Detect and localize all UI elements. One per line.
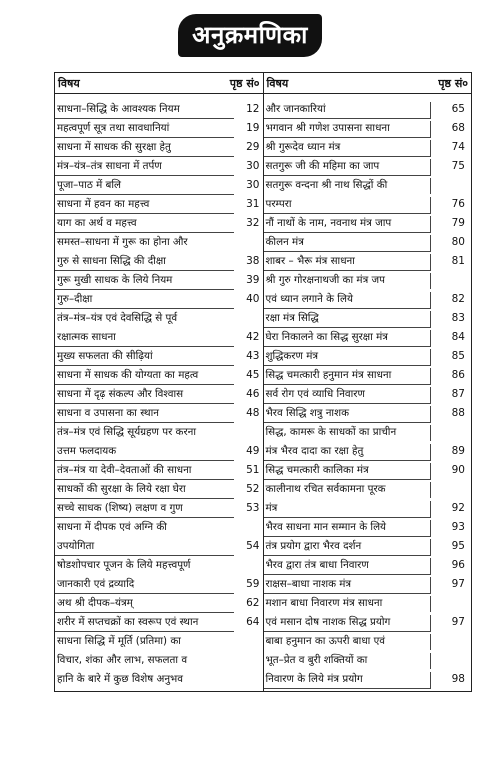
toc-entry-title: भैरव द्वारा तंत्र बाधा निवारण [264,558,432,575]
toc-entry-title: साधना में दृढ़ संकल्प और विश्वास [55,387,234,404]
toc-entry [264,311,472,330]
toc-entry-title: बाबा हनुमान का ऊपरी बाधा एवं [264,634,432,650]
toc-entry [264,634,472,653]
toc-entry-title: साधना–सिद्धि के आवश्यक नियम [55,102,234,119]
toc-entry-title: रक्षात्मक साधना [55,330,234,347]
toc-entry-title: अथ श्री दीपक–यंत्रम् [55,596,234,613]
toc-entry-page: 68 [451,122,465,134]
title-wrap [0,14,500,57]
toc-entry [264,539,472,558]
toc-entry-title: सर्व रोग एवं व्याधि निवारण [264,387,432,404]
toc-entry [264,368,472,387]
toc-entry [264,292,472,311]
toc-entry-title: मंत्र [264,501,432,518]
toc-entry-title: सच्चे साधक (शिष्य) लक्षण व गुण [55,501,234,518]
toc-entry-page: 40 [246,293,260,305]
toc-entry-title: साधकों की सुरक्षा के लिये रक्षा घेरा [55,482,234,499]
toc-entry [264,235,472,254]
toc-entry-page: 46 [246,388,260,400]
toc-entry [264,501,472,520]
toc-entry [55,596,263,615]
toc-entry [264,121,472,140]
toc-entry [55,368,263,387]
subject-header: विषय [266,76,289,90]
toc-entry-page: 74 [451,141,465,153]
toc-left-column [55,73,264,691]
toc-entry-title: श्री गुरु गोरक्षनाथजी का मंत्र जप [264,273,432,289]
toc-right-header [264,73,472,94]
toc-entry-title: शुद्धिकरण मंत्र [264,349,432,366]
toc-entry-page: 65 [451,103,465,115]
toc-entry-title: भैरव सिद्धि शत्रु नाशक [264,406,432,423]
toc-entry [264,216,472,235]
toc-entry [55,463,263,482]
toc-entry [264,672,472,691]
toc-entry [55,577,263,596]
toc-entry-page: 31 [246,198,260,210]
toc-entry-page: 12 [246,103,260,115]
toc-entry [264,159,472,178]
toc-entry [264,577,472,596]
toc-entry-title: साधना सिद्धि में मूर्ति (प्रतिमा) का [57,635,181,647]
toc-entry-title: सतगुरू जी की महिमा का जाप [264,159,432,176]
toc-entry-page: 43 [246,350,260,362]
toc-entry-page: 92 [451,502,465,514]
toc-entry-page: 79 [451,217,465,229]
toc-entry-title: मंत्र–यंत्र–तंत्र साधना में तर्पण [55,159,234,176]
toc-entry-title: मुख्य सफलता की सीढ़ियां [55,349,234,366]
toc-entry-page: 30 [246,160,260,172]
toc-entry [55,292,263,311]
toc-entry-title: महत्वपूर्ण सूत्र तथा सावधानियां [55,121,234,138]
toc-entry-title: निवारण के लिये मंत्र प्रयोग [264,672,432,689]
toc-entry [55,349,263,368]
toc-entry-title: परम्परा [264,197,432,214]
toc-entry-title: गुरु से साधना सिद्धि की दीक्षा [55,254,234,271]
toc-entry [55,653,263,672]
toc-entry [55,330,263,349]
toc-entry [264,615,472,634]
toc-entry [55,140,263,159]
toc-entry-page: 49 [246,445,260,457]
toc-entry-title: षोडशोपचार पूजन के लिये महत्त्वपूर्ण [57,559,191,571]
page-header: पृष्ठ सं० [229,76,260,90]
toc-entry [55,482,263,501]
toc-entry-title: एवं मसान दोष नाशक सिद्ध प्रयोग [264,615,432,632]
toc-entry [55,444,263,463]
toc-entry [264,273,472,292]
toc-entry-page: 81 [451,255,465,267]
toc-entry-title: रक्षा मंत्र सिद्धि [264,311,432,328]
toc-entry-page: 87 [451,388,465,400]
toc-entry-title: उत्तम फलदायक [55,444,234,461]
toc-entry-page: 95 [451,540,465,552]
toc-entry-page: 83 [451,312,465,324]
toc-entry-title: और जानकारियां [264,102,432,119]
toc-entry-title: शाबर – भैरू मंत्र साधना [264,254,432,271]
toc-entry-title: नौं नाथों के नाम, नवनाथ मंत्र जाप [264,216,432,233]
toc-entry-title: गुरु–दीक्षा [55,292,234,309]
toc-entry-title: भूत–प्रेत व बुरी शक्तियों का [264,653,432,669]
toc-entry [55,216,263,235]
toc-entry-title: तंत्र–मंत्र या देवी–देवताओं की साधना [55,463,234,480]
toc-entry [55,501,263,520]
toc-left-rows [55,94,263,691]
toc-entry-title: भगवान श्री गणेश उपासना साधना [264,121,432,138]
toc-entry [264,444,472,463]
toc-entry [264,349,472,368]
toc-entry-title: कीलन मंत्र [264,235,432,252]
toc-entry-title: गुरू मुखी साधक के लिये नियम [55,273,234,290]
toc-table [54,72,472,692]
toc-entry [264,558,472,577]
toc-right-column [264,73,472,691]
page-title: अनुक्रमणिका [178,14,322,57]
toc-entry-title: शरीर में सप्तचक्रों का स्वरूप एवं स्थान [55,615,234,632]
toc-entry-page: 82 [451,293,465,305]
toc-entry [55,273,263,292]
toc-entry-page: 32 [246,217,260,229]
toc-entry-page: 96 [451,559,465,571]
toc-entry [55,159,263,178]
toc-entry [264,197,472,216]
toc-entry-page: 48 [246,407,260,419]
toc-entry-page: 97 [451,578,465,590]
toc-entry [55,387,263,406]
toc-entry-page: 64 [246,616,260,628]
toc-entry-page: 30 [246,179,260,191]
toc-entry-page: 54 [246,540,260,552]
toc-entry-title: याग का अर्थ व महत्त्व [55,216,234,233]
toc-entry-page: 86 [451,369,465,381]
toc-entry [264,653,472,672]
toc-entry-title: साधना व उपासना का स्थान [55,406,234,423]
toc-entry [264,330,472,349]
toc-entry-page: 90 [451,464,465,476]
page-header: पृष्ठ सं० [438,76,468,90]
toc-entry-page: 62 [246,597,260,609]
toc-entry-page: 84 [451,331,465,343]
toc-entry [264,102,472,121]
toc-entry-title: तंत्र–मंत्र–यंत्र एवं देवसिद्धि से पूर्व [57,312,178,324]
toc-entry-title: सतगुरू वन्दना श्री नाथ सिद्धों की [264,178,432,194]
toc-entry-title: मंत्र भैरव दादा का रक्षा हेतु [264,444,432,461]
toc-entry [264,596,472,615]
toc-entry [264,387,472,406]
toc-entry-title: कालीनाथ रचित सर्वकामना पूरक [264,482,432,498]
toc-right-rows [264,94,472,691]
toc-entry [55,672,263,691]
toc-entry [55,558,263,577]
toc-entry [55,178,263,197]
toc-entry [55,235,263,254]
toc-entry [264,178,472,197]
toc-entry-title: विचार, शंका और लाभ, सफलता व [57,654,188,666]
toc-entry-page: 80 [451,236,465,248]
toc-entry [55,102,263,121]
toc-entry [264,463,472,482]
toc-entry-page: 39 [246,274,260,286]
toc-entry-page: 85 [451,350,465,362]
toc-entry [55,254,263,273]
toc-entry [55,520,263,539]
toc-entry-page: 19 [246,122,260,134]
toc-entry-page: 53 [246,502,260,514]
toc-entry [55,425,263,444]
toc-entry-title: साधना में साधक की योग्यता का महत्व [55,368,234,385]
toc-entry-title: हानि के बारे में कुछ विशेष अनुभव [57,673,183,685]
toc-entry-page: 76 [451,198,465,210]
toc-entry [264,520,472,539]
toc-entry-page: 42 [246,331,260,343]
toc-entry-page: 88 [451,407,465,419]
toc-entry-title: सिद्ध, कामरू के साधकों का प्राचीन [264,425,432,441]
toc-entry-page: 38 [246,255,260,267]
toc-entry-page: 89 [451,445,465,457]
toc-entry-title: समस्त–साधना में गुरू का होना और [57,236,188,248]
toc-entry [264,482,472,501]
toc-entry [264,254,472,273]
toc-entry-page: 93 [451,521,465,533]
toc-entry-page: 97 [451,616,465,628]
toc-entry-title: जानकारी एवं द्रव्यादि [55,577,234,594]
toc-entry [55,311,263,330]
toc-entry-title: साधना में हवन का महत्त्व [55,197,234,214]
toc-entry [55,406,263,425]
toc-entry-title: उपयोगिता [55,539,234,556]
toc-left-header [55,73,263,94]
toc-entry-title: तंत्र प्रयोग द्वारा भैरव दर्शन [264,539,432,556]
toc-entry [264,425,472,444]
subject-header: विषय [58,76,80,90]
toc-entry [55,197,263,216]
toc-entry-title: भैरव साधना मान सम्मान के लिये [264,520,432,537]
toc-entry-title: सिद्ध चमत्कारी हनुमान मंत्र साधना [264,368,432,385]
toc-entry-page: 75 [451,160,465,172]
toc-entry-page: 29 [246,141,260,153]
toc-entry-page: 59 [246,578,260,590]
toc-entry-title: साधना में दीपक एवं अग्नि की [57,521,167,533]
toc-entry-title: घेरा निकालने का सिद्ध सुरक्षा मंत्र [264,330,432,347]
toc-entry [55,121,263,140]
toc-entry [55,634,263,653]
toc-entry-title: मशान बाधा निवारण मंत्र साधना [264,596,432,612]
toc-entry [264,406,472,425]
toc-entry-title: राक्षस–बाधा नाशक मंत्र [264,577,432,594]
toc-entry [264,140,472,159]
toc-entry-page: 52 [246,483,260,495]
toc-entry-page: 98 [451,673,465,685]
toc-entry-title: तंत्र–मंत्र एवं सिद्धि सूर्यग्रहण पर करना [57,426,197,438]
toc-entry-title: सिद्ध चमत्कारी कालिका मंत्र [264,463,432,480]
toc-entry-title: पूजा–पाठ में बलि [55,178,234,195]
toc-entry-page: 51 [246,464,260,476]
toc-entry-title: एवं ध्यान लगाने के लिये [264,292,432,309]
toc-entry [55,539,263,558]
toc-entry-title: श्री गुरूदेव ध्यान मंत्र [264,140,432,157]
toc-entry-page: 45 [246,369,260,381]
toc-entry [55,615,263,634]
toc-entry-title: साधना में साधक की सुरक्षा हेतु [55,140,234,157]
